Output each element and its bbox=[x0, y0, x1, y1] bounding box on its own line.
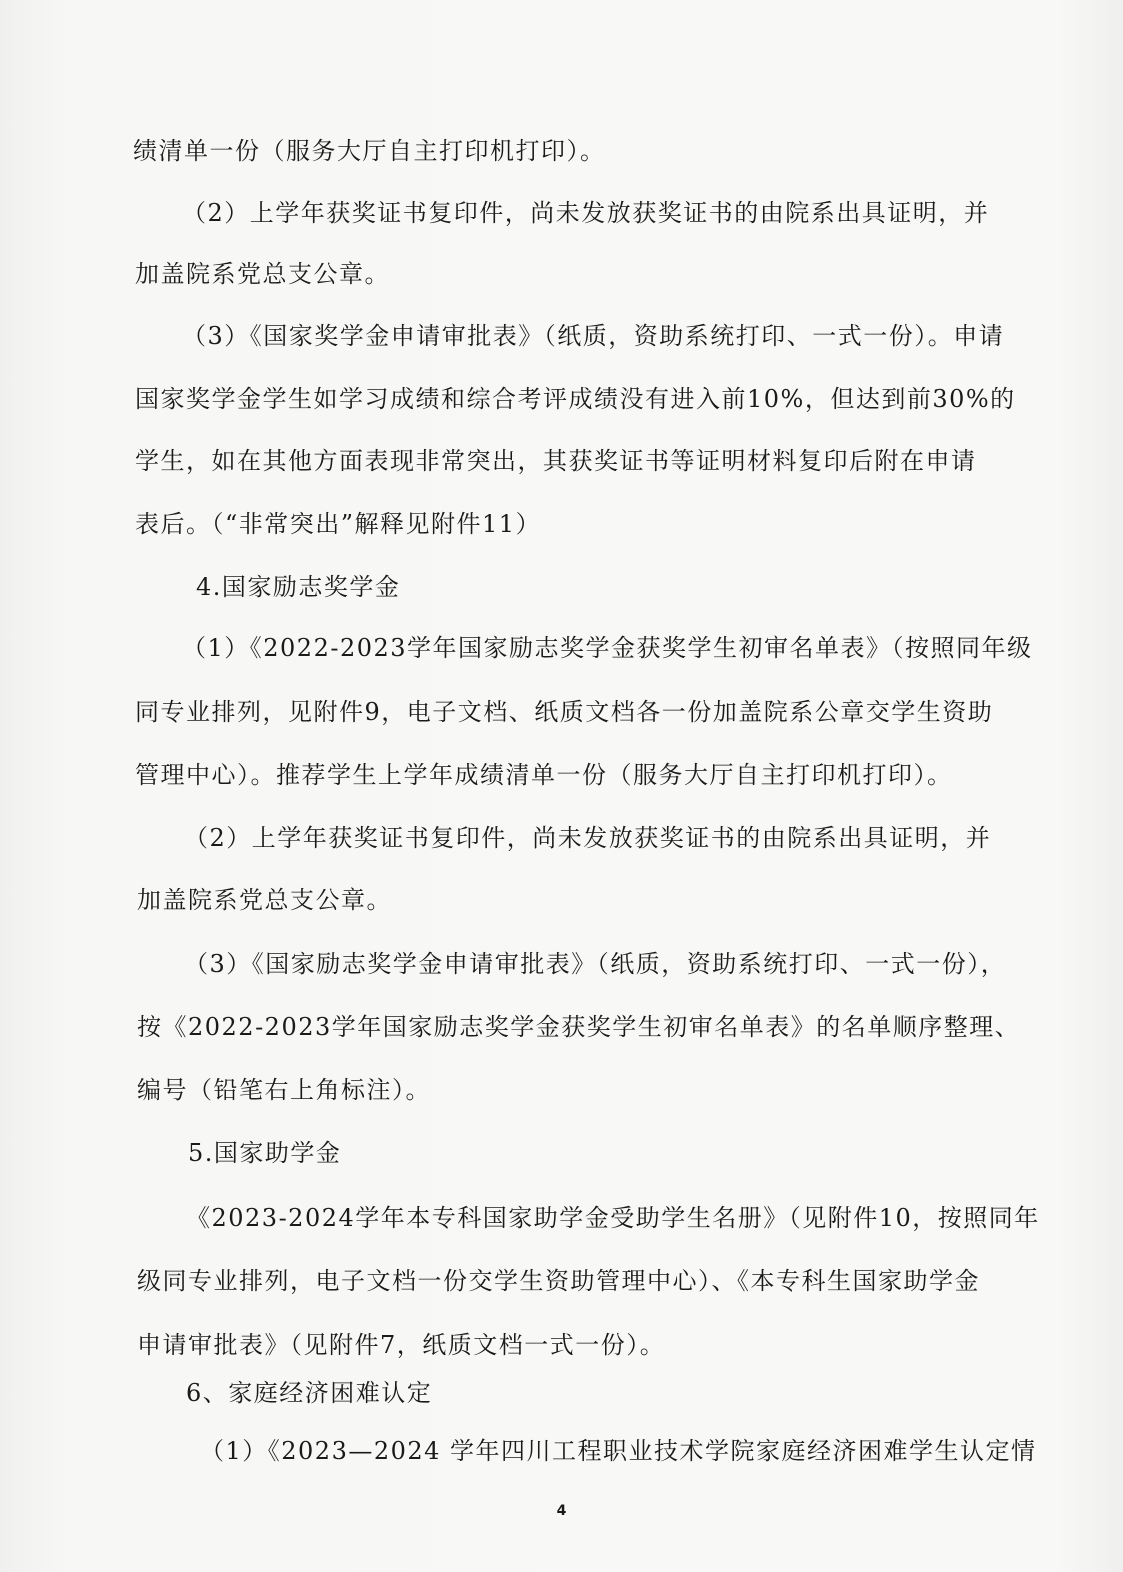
text-line: （1）《2023—2024 学年四川工程职业技术学院家庭经济困难学生认定情 bbox=[200, 1437, 1037, 1465]
text-line: （1）《2022-2023学年国家励志奖学金获奖学生初审名单表》（按照同年级 bbox=[182, 634, 1033, 662]
text-line: （3）《国家奖学金申请审批表》（纸质，资助系统打印、一式一份）。申请 bbox=[182, 322, 1005, 350]
text-line: 加盖院系党总支公章。 bbox=[137, 886, 392, 914]
text-line: 管理中心）。推荐学生上学年成绩清单一份（服务大厅自主打印机打印）。 bbox=[135, 761, 953, 789]
text-line: 同专业排列，见附件9，电子文档、纸质文档各一份加盖院系公章交学生资助 bbox=[135, 698, 994, 726]
section-heading: 4.国家励志奖学金 bbox=[196, 573, 401, 601]
text-line: 表后。（“非常突出”解释见附件11） bbox=[135, 510, 542, 538]
text-line: 学生，如在其他方面表现非常突出，其获奖证书等证明材料复印后附在申请 bbox=[135, 447, 977, 475]
text-line: 编号（铅笔右上角标注）。 bbox=[137, 1076, 431, 1104]
text-line: 申请审批表》（见附件7，纸质文档一式一份）。 bbox=[137, 1331, 666, 1359]
section-heading: 5.国家助学金 bbox=[188, 1139, 342, 1167]
text-line: 级同专业排列，电子文档一份交学生资助管理中心）、《本专科生国家助学金 bbox=[137, 1267, 980, 1295]
text-line: （3）《国家励志奖学金申请审批表》（纸质，资助系统打印、一式一份）， bbox=[184, 950, 1007, 978]
page-number: 4 bbox=[556, 1503, 567, 1519]
text-line: （2）上学年获奖证书复印件，尚未发放获奖证书的由院系出具证明，并 bbox=[184, 824, 992, 852]
text-line: 国家奖学金学生如学习成绩和综合考评成绩没有进入前10%，但达到前30%的 bbox=[135, 385, 1016, 413]
text-line: 绩清单一份（服务大厅自主打印机打印）。 bbox=[133, 137, 606, 165]
section-heading: 6、家庭经济困难认定 bbox=[186, 1379, 433, 1407]
text-line: （2）上学年获奖证书复印件，尚未发放获奖证书的由院系出具证明，并 bbox=[182, 199, 990, 227]
text-line: 按《2022-2023学年国家励志奖学金获奖学生初审名单表》的名单顺序整理、 bbox=[137, 1013, 1021, 1041]
text-line: 加盖院系党总支公章。 bbox=[135, 260, 390, 288]
text-line: 《2023-2024学年本专科国家助学金受助学生名册》（见附件10，按照同年 bbox=[186, 1204, 1040, 1232]
